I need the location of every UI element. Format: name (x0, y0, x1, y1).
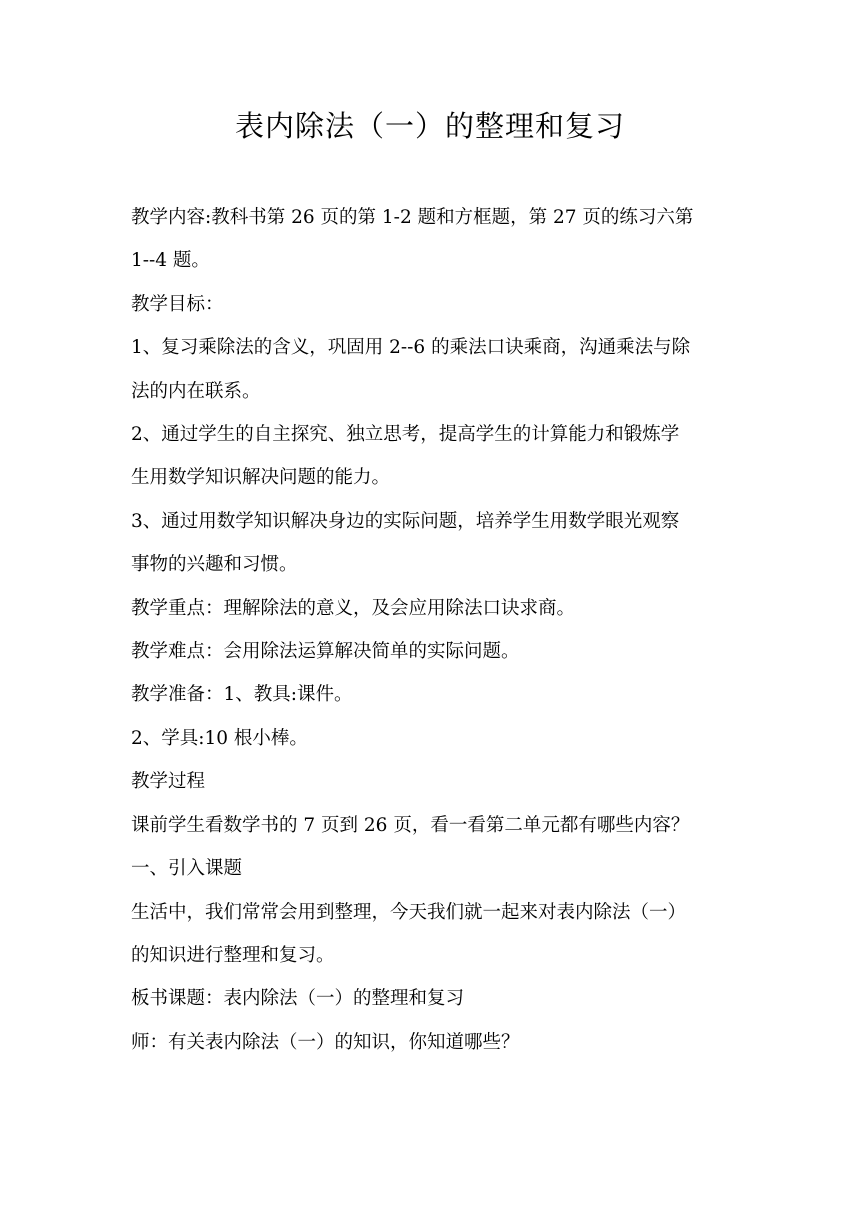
paragraph-line: 2、学具:10 根小棒。 (131, 727, 308, 749)
paragraph-pre-class (131, 804, 731, 847)
paragraph-line: 2、通过学生的自主探究、独立思考，提高学生的计算能力和锻炼学 (131, 424, 680, 446)
paragraph-difficult-points (131, 630, 731, 673)
document-body (131, 196, 731, 1064)
paragraph-goal-3 (131, 500, 731, 587)
paragraph-line: 1--4 题。 (131, 250, 210, 272)
paragraph-line: 生用数学知识解决问题的能力。 (131, 467, 391, 489)
paragraph-line: 的知识进行整理和复习。 (131, 944, 335, 966)
paragraph-line: 教学难点：会用除法运算解决简单的实际问题。 (131, 641, 520, 663)
paragraph-key-points (131, 587, 731, 630)
document-title: 表内除法（一）的整理和复习 (234, 109, 625, 143)
paragraph-teaching-goals-heading (131, 283, 731, 326)
paragraph-line: 师：有关表内除法（一）的知识，你知道哪些？ (131, 1031, 520, 1053)
paragraph-line: 生活中，我们常常会用到整理，今天我们就一起来对表内除法（一） (131, 901, 687, 923)
paragraph-board-title (131, 977, 731, 1020)
paragraph-goal-1 (131, 326, 731, 413)
paragraph-intro-text (131, 891, 731, 978)
paragraph-line: 板书课题：表内除法（一）的整理和复习 (131, 988, 465, 1010)
paragraph-line: 1、复习乘除法的含义，巩固用 2--6 的乘法口诀乘商，沟通乘法与除 (131, 337, 691, 359)
paragraph-line: 3、通过用数学知识解决身边的实际问题，培养学生用数学眼光观察 (131, 510, 680, 532)
paragraph-section-intro-heading (131, 847, 731, 890)
paragraph-line: 课前学生看数学书的 7 页到 26 页，看一看第二单元都有哪些内容？ (131, 814, 690, 836)
paragraph-line: 教学重点：理解除法的意义，及会应用除法口诀求商。 (131, 597, 576, 619)
paragraph-line: 事物的兴趣和习惯。 (131, 554, 298, 576)
paragraph-line: 教学目标： (131, 293, 224, 315)
paragraph-teacher-question (131, 1021, 731, 1064)
paragraph-teaching-content (131, 196, 731, 283)
paragraph-preparation (131, 673, 731, 716)
paragraph-line: 一、引入课题 (131, 858, 243, 880)
paragraph-line: 教学过程 (131, 771, 206, 793)
paragraph-student-tools (131, 717, 731, 760)
paragraph-process-heading (131, 760, 731, 803)
paragraph-line: 教学准备：1、教具:课件。 (131, 684, 353, 706)
paragraph-goal-2 (131, 413, 731, 500)
paragraph-line: 教学内容:教科书第 26 页的第 1-2 题和方框题，第 27 页的练习六第 (131, 207, 694, 228)
paragraph-line: 法的内在联系。 (131, 380, 261, 402)
